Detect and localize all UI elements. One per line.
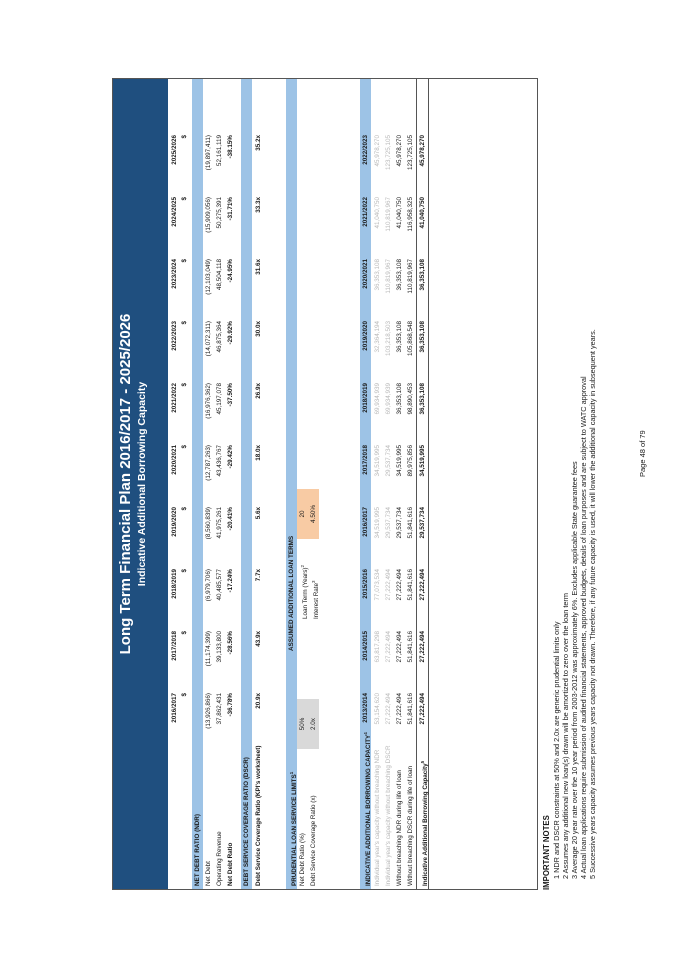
value-cell: 69,934,939 [385, 383, 392, 415]
value-cell: 36,353,108 [396, 321, 403, 353]
limit-row [297, 79, 308, 889]
value-cell: (8,560,839) [205, 507, 212, 540]
value-cell: 27,222,494 [419, 569, 426, 601]
value-cell: 29,537,734 [385, 507, 392, 539]
value-cell: 36,353,108 [374, 259, 381, 291]
value-cell: 29,537,734 [385, 445, 392, 477]
currency-header-row [179, 79, 190, 889]
value-cell: 89,975,856 [407, 445, 414, 477]
value-cell: $ [181, 321, 188, 325]
value-cell: 51,841,616 [407, 507, 414, 539]
value-cell: $ [181, 693, 188, 697]
value-cell: 45,197,078 [216, 383, 223, 415]
value-cell: -17.24% [227, 569, 234, 593]
value-cell: 37,862,431 [216, 693, 223, 725]
value-cell: 51,841,616 [407, 693, 414, 725]
value-cell: 31.6x [255, 259, 262, 275]
value-cell: 27,222,494 [385, 569, 392, 601]
dscr-section-header [241, 79, 252, 889]
value-cell: (12,103,049) [205, 259, 212, 295]
value-cell: (19,897,411) [205, 135, 212, 171]
value-cell: 36,353,108 [419, 321, 426, 353]
capacity-year: 2015/2016 [362, 569, 369, 599]
value-cell: $ [181, 569, 188, 573]
value-cell: 7.7x [255, 569, 262, 582]
limit-row [308, 79, 319, 889]
footnote-ref: 5 [420, 760, 425, 764]
footnote-ref: 4 [363, 732, 368, 735]
value-cell: 35.2x [255, 135, 262, 151]
ndr-section-header [192, 79, 203, 889]
footnote-ref: 2 [300, 565, 305, 568]
value-cell: -37.50% [227, 383, 234, 407]
capacity-year: 2014/2015 [362, 631, 369, 661]
table-header [113, 79, 168, 889]
value-cell: 34,519,995 [396, 445, 403, 477]
row-label: Individual year's capacity without breaching DSCR [385, 745, 392, 886]
row-label: Debt Service Coverage Ratio (x) [310, 795, 317, 886]
row-label: Debt Service Coverage Ratio (KPI's worksheet) [255, 745, 262, 886]
capacity-year: 2020/2021 [362, 259, 369, 289]
value-cell: -38.15% [227, 135, 234, 159]
value-cell: 45,978,270 [396, 135, 403, 167]
value-cell: 41,040,750 [374, 197, 381, 229]
capacity-year: 2018/2019 [362, 383, 369, 413]
section-title: NET DEBT RATIO (NDR) [194, 814, 201, 886]
note-item: 1 NDR and DSCR constraints at 50% and 2.0x are generic prudential limits only [552, 621, 561, 879]
capacity-year: 2021/2022 [362, 197, 369, 227]
value-cell: 2019/2020 [171, 507, 178, 537]
row-label: INDICATIVE ADDITIONAL BORROWING CAPACITY$^4$ [363, 732, 373, 886]
loan-term-value: 4.50% [308, 489, 319, 539]
note-item: 3 Average 20 year rate over the 10 year period from 2003-2012 was approximately 6%. Excludes applicable State guarantee fees [570, 461, 579, 879]
value-cell: (14,072,311) [205, 321, 212, 357]
value-cell: 110,819,967 [385, 259, 392, 294]
value-cell: 98,890,453 [407, 383, 414, 415]
value-cell: 27,222,494 [419, 693, 426, 725]
capacity-row [383, 79, 394, 889]
loan-term-value: 20 [297, 489, 308, 539]
value-cell: 43.9x [255, 631, 262, 647]
notes-heading: IMPORTANT NOTES [542, 815, 551, 890]
value-cell: 63,817,298 [374, 631, 381, 663]
value-cell: -24.95% [227, 259, 234, 283]
value-cell: 36,353,108 [396, 259, 403, 291]
row-label: Without breaching DSCR during life of loan [407, 765, 414, 886]
ndr-row [214, 79, 225, 889]
row-label: Operating Revenue [216, 831, 223, 886]
value-cell: 2016/2017 [171, 693, 178, 723]
note-item: 4 Actual loan applications require submission of audited financial statements, approved budgets, details of loan purposes and are subject to WATC approval [579, 376, 588, 879]
limit-value: 50% [297, 699, 308, 749]
value-cell: 36,353,108 [419, 259, 426, 291]
capacity-row [416, 79, 429, 889]
value-cell: $ [181, 259, 188, 263]
value-cell: 2022/2023 [171, 321, 178, 351]
limit-value: 2.0x [308, 699, 319, 749]
value-cell: -29.92% [227, 321, 234, 345]
value-cell: 2023/2024 [171, 259, 178, 289]
value-cell: (13,926,866) [205, 693, 212, 729]
capacity-row [372, 79, 383, 889]
value-cell: 20.9x [255, 693, 262, 709]
value-cell: 27,222,494 [385, 693, 392, 725]
value-cell: 36,353,108 [396, 383, 403, 415]
value-cell: -29.42% [227, 445, 234, 469]
capacity-year: 2017/2018 [362, 445, 369, 475]
row-label: Net Debt Ratio (%) [299, 833, 306, 886]
value-cell: $ [181, 197, 188, 201]
value-cell: 27,222,494 [396, 631, 403, 663]
value-cell: 51,841,616 [407, 631, 414, 663]
row-label: Interest Rate$^3$ [311, 580, 321, 619]
value-cell: 5.6x [255, 507, 262, 520]
row-label: PRUDENTIAL LOAN SERVICE LIMITS$^1$ [289, 771, 299, 886]
value-cell: 45,978,270 [374, 135, 381, 167]
value-cell: 52,161,119 [216, 135, 223, 167]
value-cell: 110,819,967 [407, 259, 414, 294]
value-cell: 41,975,261 [216, 507, 223, 539]
value-cell: 103,218,503 [385, 321, 392, 357]
borrowing-capacity-table [112, 78, 538, 890]
ndr-row [225, 79, 236, 889]
loan-terms-title: ASSUMED ADDITIONAL LOAN TERMS [288, 535, 295, 651]
value-cell: 50,275,391 [216, 197, 223, 229]
capacity-year: 2019/2020 [362, 321, 369, 351]
value-cell: 29,537,734 [396, 507, 403, 539]
ndr-row [203, 79, 214, 889]
value-cell: $ [181, 383, 188, 387]
value-cell: -28.56% [227, 631, 234, 655]
value-cell: 46,875,364 [216, 321, 223, 353]
value-cell: 43,436,767 [216, 445, 223, 477]
value-cell: 41,040,750 [419, 197, 426, 229]
value-cell: 27,222,494 [396, 569, 403, 601]
page-number: Page 48 of 79 [638, 430, 647, 477]
value-cell: 27,222,494 [419, 631, 426, 663]
capacity-year: 2013/2014 [362, 693, 369, 723]
value-cell: 110,819,967 [385, 197, 392, 232]
value-cell: 39,133,800 [216, 631, 223, 663]
value-cell: 34,519,995 [374, 445, 381, 477]
value-cell: 2020/2021 [171, 445, 178, 475]
dscr-row [253, 79, 264, 889]
value-cell: 34,519,995 [374, 507, 381, 539]
row-label: Without breaching NDR during life of loan [396, 770, 403, 886]
capacity-row [405, 79, 416, 889]
value-cell: 2021/2022 [171, 383, 178, 413]
value-cell: (11,174,399) [205, 631, 212, 667]
capacity-row [394, 79, 405, 889]
footnote-ref: 1 [289, 771, 294, 775]
value-cell: 53,154,620 [374, 693, 381, 725]
row-label: Indicative Additional Borrowing Capacity$^5$ [420, 760, 430, 886]
value-cell: (12,787,263) [205, 445, 212, 481]
section-title: DEBT SERVICE COVERAGE RATIO (DSCR) [243, 757, 250, 886]
row-label: Individual year's capacity without breaching NDR [374, 749, 381, 886]
value-cell: $ [181, 507, 188, 511]
value-cell: 2025/2026 [171, 135, 178, 165]
value-cell: 27,222,494 [385, 631, 392, 663]
page-title: Long Term Financial Plan 2016/2017 - 2025/2026 [117, 313, 134, 655]
value-cell: 26.9x [255, 383, 262, 399]
row-label: Net Debt [205, 861, 212, 886]
value-cell: 123,725,105 [385, 135, 392, 171]
value-cell: 2024/2025 [171, 197, 178, 227]
value-cell: -36.78% [227, 693, 234, 717]
value-cell: -31.71% [227, 197, 234, 221]
value-cell: 116,958,325 [407, 197, 414, 232]
value-cell: 30.0x [255, 321, 262, 337]
value-cell: (16,976,362) [205, 383, 212, 419]
value-cell: 18.0x [255, 445, 262, 461]
value-cell: 40,485,577 [216, 569, 223, 601]
value-cell: $ [181, 631, 188, 635]
note-item: 5 Successive years capacity assumes previous years capacity not drawn. Therefore, if any future capacity is used, it will lower the additional capacity in subsequent years. [588, 329, 597, 879]
value-cell: -20.41% [227, 507, 234, 531]
row-label: Loan Term (Years)$^2$ [300, 565, 310, 619]
capacity-year: 2022/2023 [362, 135, 369, 165]
value-cell: 41,040,750 [396, 197, 403, 229]
value-cell: (6,979,706) [205, 569, 212, 602]
value-cell: 32,364,194 [374, 321, 381, 353]
capacity-year: 2016/2017 [362, 507, 369, 537]
limits-section-header [286, 79, 297, 889]
value-cell: 48,504,118 [216, 259, 223, 291]
value-cell: 105,868,548 [407, 321, 414, 357]
note-item: 2 Assumes any additional new loan(s) drawn will be amortized to zero over the loan term [561, 593, 570, 879]
value-cell: 2017/2018 [171, 631, 178, 661]
value-cell: 69,934,939 [374, 383, 381, 415]
value-cell: 33.3x [255, 197, 262, 213]
footnote-ref: 3 [311, 580, 316, 583]
value-cell: $ [181, 135, 188, 139]
value-cell: 36,353,108 [419, 383, 426, 415]
capacity-section-header [360, 79, 371, 889]
value-cell: $ [181, 445, 188, 449]
value-cell: 51,841,616 [407, 569, 414, 601]
important-notes [542, 70, 597, 890]
value-cell: 34,519,995 [419, 445, 426, 477]
page-subtitle: Indicative Additional Borrowing Capacity [136, 381, 148, 587]
row-label: Net Debt Ratio [227, 842, 234, 886]
value-cell: (15,909,056) [205, 197, 212, 233]
value-cell: 77,073,534 [374, 569, 381, 601]
value-cell: 29,537,734 [419, 507, 426, 539]
value-cell: 123,725,105 [407, 135, 414, 171]
value-cell: 27,222,494 [396, 693, 403, 725]
value-cell: 45,978,270 [419, 135, 426, 167]
value-cell: 2018/2019 [171, 569, 178, 599]
